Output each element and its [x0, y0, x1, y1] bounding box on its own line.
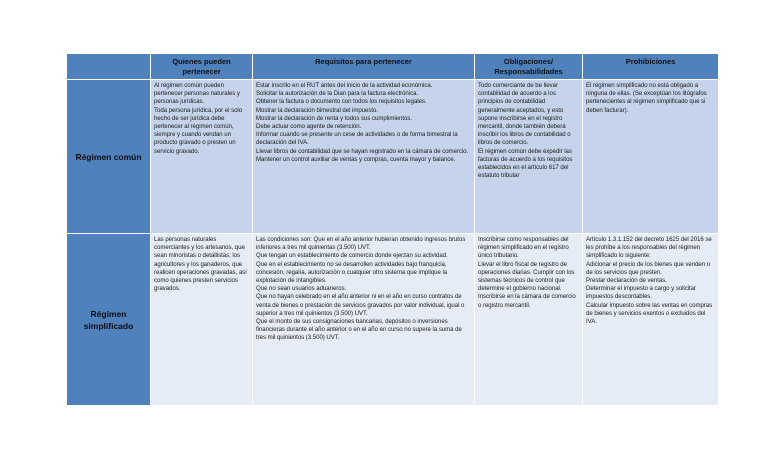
cell-comun-prohibiciones [583, 80, 719, 234]
cell-text: Llevar el libro fiscal de registro de operaciones diarias. Cumplir con los sistemas técnicos de control que determine el gobierno nacional. [478, 260, 575, 293]
header-prohibiciones: Prohibiciones [583, 54, 719, 80]
cell-text: Adicionar el precio de los bienes que venden o de los servicios que presten. [586, 260, 711, 276]
cell-simplificado-requisitos [253, 234, 475, 406]
cell-text: Prestar declaración de ventas. [586, 277, 667, 285]
regimen-table-container [66, 53, 718, 405]
cell-simplificado-prohibiciones [583, 234, 719, 406]
cell-text: El régimen simplificado no está obligado a ninguna de ellas. (Se exceptúan los litógrafos pertenecientes al régimen simplificado que si deben facturar). [586, 82, 707, 114]
cell-text: Estar inscrito en el RUT antes del inicio de la actividad económica. [256, 82, 433, 89]
cell-text: Inscribirse en la cámara de comercio o registro mercantil. [478, 293, 576, 309]
regimen-comparison-table [66, 53, 719, 406]
cell-text: Inscribirse como responsables del régimen simplificado en el registro único tributario. [478, 236, 569, 260]
header-corner [67, 54, 151, 80]
cell-text: Toda persona jurídica, por el solo hecho de ser jurídica debe pertenecer al régimen común, siempre y cuando vendan un producto gravado o presten un servicio gravado. [154, 106, 243, 155]
row-regimen-simplificado [67, 234, 719, 406]
cell-text: Obtener la factura o documento con todos los requisitos legales. [256, 98, 427, 106]
cell-text: Que tengan un establecimiento de comercio donde ejerzan su actividad. [256, 252, 448, 260]
header-quienes: Quienes pueden pertenecer [151, 54, 253, 80]
cell-text: Llevar libros de contabilidad que se hayan registrado en la cámara de comercio. [256, 147, 469, 155]
cell-comun-obligaciones [475, 80, 583, 234]
cell-comun-requisitos [253, 80, 475, 234]
cell-text: Calcular impuesto sobre las ventas en compras de bienes y servicios exentos o excluidos del IVA. [586, 301, 713, 326]
cell-text: Debe actuar como agente de retención. [256, 123, 362, 131]
cell-text: Al régimen común pueden pertenecer personas naturales y personas jurídicas. [154, 82, 240, 106]
header-row [67, 54, 719, 80]
cell-text: Solicitar la autorización de la Dian para la factura electrónica. [256, 90, 419, 98]
cell-comun-quienes [151, 80, 253, 234]
cell-text: Artículo 1.3.1.152 del decreto 1625 del 2016 se les prohíbe a los responsables del régimen simplificado lo siguiente: [586, 236, 712, 260]
cell-text: Que en el establecimiento no se desarrollen actividades bajo franquicia, concesión, regalía, autorización o cualquier otro sistema que implique la explotación de intangibles. [256, 260, 448, 285]
cell-text: Mostrar la declaración de renta y todos sus cumplimientos. [256, 114, 412, 122]
cell-text: Que no hayan celebrado en el año anterior ni en el año en curso contratos de venta de bienes o prestación de servicios gravados por valor individual, igual o superior a tres mil quinientos (3.500) UVT. [256, 293, 465, 317]
cell-text: Que no sean usuarios aduaneros. [256, 285, 347, 293]
cell-text: Informar cuando se presente un cese de actividades o de forma bimestral la declaración del IVA. [256, 131, 458, 147]
row-label-regimen-comun: Régimen común [67, 80, 151, 234]
cell-text: Mantener un control auxiliar de ventas y compras, cuenta mayor y balance. [256, 155, 456, 163]
cell-text: Mostrar la declaración bimestral del impuesto. [256, 106, 378, 114]
header-requisitos: Requisitos para pertenecer [253, 54, 475, 80]
cell-text: Todo comerciante de be llevar contabilidad de acuerdo a los principios de contabilidad generalmente aceptados, y esto supone inscribirse en el registro mercantil, donde también deberá inscribir los libros de contabilidad o libros de comercio. [478, 82, 571, 147]
cell-text: Determinar el impuesto a cargo y solicitar impuestos descontables. [586, 285, 697, 301]
cell-text: El régimen común debe expedir las facturas de acuerdo a los requisitos establecidos en el artículo 617 del estatuto tributar [478, 147, 573, 180]
header-obligaciones: Obligaciones/ Responsabilidades [475, 54, 583, 80]
cell-text: Que el monto de sus consignaciones bancarias, depósitos o inversiones financieras durante el año anterior o en el año en curso no supere la suma de tres mil quinientos (3.500) UVT. [256, 318, 462, 342]
cell-text: Las condiciones son: Que en el año anterior hubieran obtenido ingresos brutos inferiores a tres mil quinientas (3.500) UVT. [256, 236, 466, 252]
row-regimen-comun [67, 80, 719, 234]
cell-simplificado-obligaciones [475, 234, 583, 406]
cell-simplificado-quienes [151, 234, 253, 406]
cell-text: Las personas naturales comerciantes y los artesanos, que sean minoristas o detallistas; los agricultores y los ganaderos, que realicen operaciones gravadas, así como quienes presten servicios gravados. [154, 236, 247, 293]
row-label-regimen-simplificado: Régimen simplificado [67, 234, 151, 406]
